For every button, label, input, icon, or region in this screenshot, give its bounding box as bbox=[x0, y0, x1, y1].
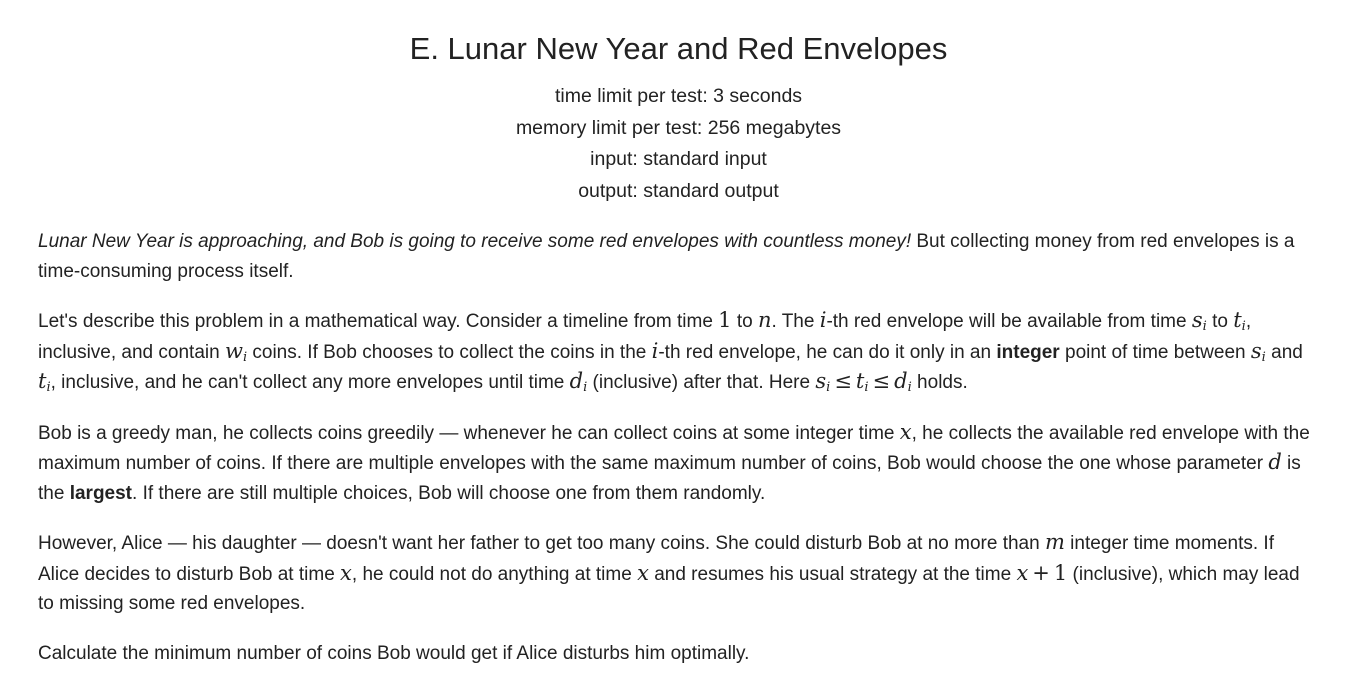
text: (inclusive), which may lead to missing some red envelopes. bbox=[38, 563, 1300, 614]
bold-largest: largest bbox=[69, 482, 133, 504]
math-i: i bbox=[819, 308, 827, 332]
math-n: n bbox=[757, 308, 772, 332]
problem-statement bbox=[38, 227, 1319, 668]
math-sub: i bbox=[1241, 319, 1246, 334]
math-base: d bbox=[569, 369, 584, 393]
text: , inclusive, and contain bbox=[38, 311, 1252, 363]
math-x: x bbox=[340, 560, 352, 585]
text: Bob is a greedy man, he collects coins greedily — whenever he can collect coins at some integer time bbox=[38, 422, 900, 444]
text: is the bbox=[38, 453, 1301, 504]
math-t-i bbox=[1233, 308, 1246, 332]
text: coins. If Bob chooses to collect the coins in the bbox=[247, 341, 652, 363]
memory-limit: memory limit per test: 256 megabytes bbox=[515, 116, 842, 139]
math-x-plus-1 bbox=[1016, 561, 1067, 585]
math-t-i bbox=[38, 369, 51, 393]
intro-rest: But collecting money from red envelopes is a time-consuming process itself. bbox=[38, 231, 1295, 282]
math-sub: i bbox=[46, 380, 51, 395]
math-sub: i bbox=[864, 380, 869, 395]
math-base: d bbox=[894, 369, 908, 393]
math-m: m bbox=[1044, 530, 1065, 554]
paragraph-intro bbox=[38, 227, 1319, 286]
text: Calculate the minimum number of coins Bob would get if Alice disturbs him optimally. bbox=[38, 642, 750, 664]
math-base: s bbox=[1250, 338, 1262, 363]
text: Let's describe this problem in a mathematical way. Consider a timeline from time bbox=[38, 311, 719, 332]
math-operator: ≤ bbox=[834, 369, 852, 393]
problem-title: E. Lunar New Year and Red Envelopes bbox=[409, 31, 948, 66]
math-base: w bbox=[224, 338, 243, 363]
math-sub: i bbox=[1261, 349, 1266, 365]
text: and resumes his usual strategy at the time bbox=[648, 563, 1017, 585]
math-base: t bbox=[38, 369, 47, 393]
math-number: 1 bbox=[1053, 560, 1068, 585]
output-spec: output: standard output bbox=[578, 179, 779, 202]
math-sub: i bbox=[583, 380, 588, 395]
math-d-i bbox=[570, 369, 588, 393]
intro-italic: Lunar New Year is approaching, and Bob is going to receive some red envelopes with countless money! bbox=[38, 231, 912, 252]
text: , inclusive, and he can't collect any more envelopes until time bbox=[50, 372, 570, 393]
text: to bbox=[1206, 311, 1234, 332]
text: However, Alice — his daughter — doesn't want her father to get too many coins. She could disturb Bob at no more than bbox=[38, 533, 1045, 554]
math-s-i bbox=[1251, 339, 1266, 363]
text: -th red envelope will be available from time bbox=[826, 311, 1192, 332]
text: , he could not do anything at time bbox=[351, 563, 638, 585]
math-sub: i bbox=[826, 380, 831, 395]
input-spec: input: standard input bbox=[590, 148, 767, 170]
math-x: x bbox=[637, 560, 649, 585]
math-operator: + bbox=[1032, 560, 1050, 585]
text: , he collects the available red envelope with the maximum number of coins. If there are multiple envelopes with the same maximum number of coins, Bob would choose the one whose parameter bbox=[38, 422, 1310, 474]
problem-header bbox=[38, 0, 1319, 207]
math-w-i bbox=[225, 339, 247, 363]
math-x: x bbox=[899, 419, 912, 444]
math-base: t bbox=[1233, 308, 1242, 332]
math-d: d bbox=[1268, 450, 1282, 474]
text: to bbox=[731, 311, 758, 332]
math-inequality bbox=[815, 369, 911, 393]
time-limit: time limit per test: 3 seconds bbox=[554, 85, 803, 107]
text: integer time moments. If Alice decides to disturb Bob at time bbox=[38, 533, 1274, 585]
math-operator: ≤ bbox=[872, 369, 891, 393]
math-s-i bbox=[1192, 308, 1207, 332]
paragraph-task bbox=[38, 639, 1319, 669]
paragraph-greedy bbox=[38, 418, 1319, 509]
paragraph-definition bbox=[38, 306, 1319, 398]
text: holds. bbox=[911, 372, 968, 393]
text: -th red envelope, he can do it only in an bbox=[658, 341, 997, 363]
paragraph-alice bbox=[38, 528, 1319, 619]
math-i: i bbox=[651, 338, 659, 363]
math-base: s bbox=[815, 369, 827, 393]
text: and bbox=[1265, 341, 1303, 363]
math-sub: i bbox=[1202, 319, 1207, 334]
math-base: s bbox=[1191, 308, 1203, 332]
text: (inclusive) after that. Here bbox=[587, 372, 816, 393]
text: . The bbox=[771, 311, 820, 332]
bold-integer: integer bbox=[996, 341, 1060, 363]
math-sub: i bbox=[242, 349, 248, 365]
text: point of time between bbox=[1059, 341, 1251, 363]
math-base: x bbox=[1016, 560, 1029, 585]
math-one: 1 bbox=[718, 308, 732, 332]
math-sub: i bbox=[907, 380, 912, 395]
math-base: t bbox=[855, 369, 865, 393]
text: . If there are still multiple choices, Bob will choose one from them randomly. bbox=[132, 482, 766, 504]
